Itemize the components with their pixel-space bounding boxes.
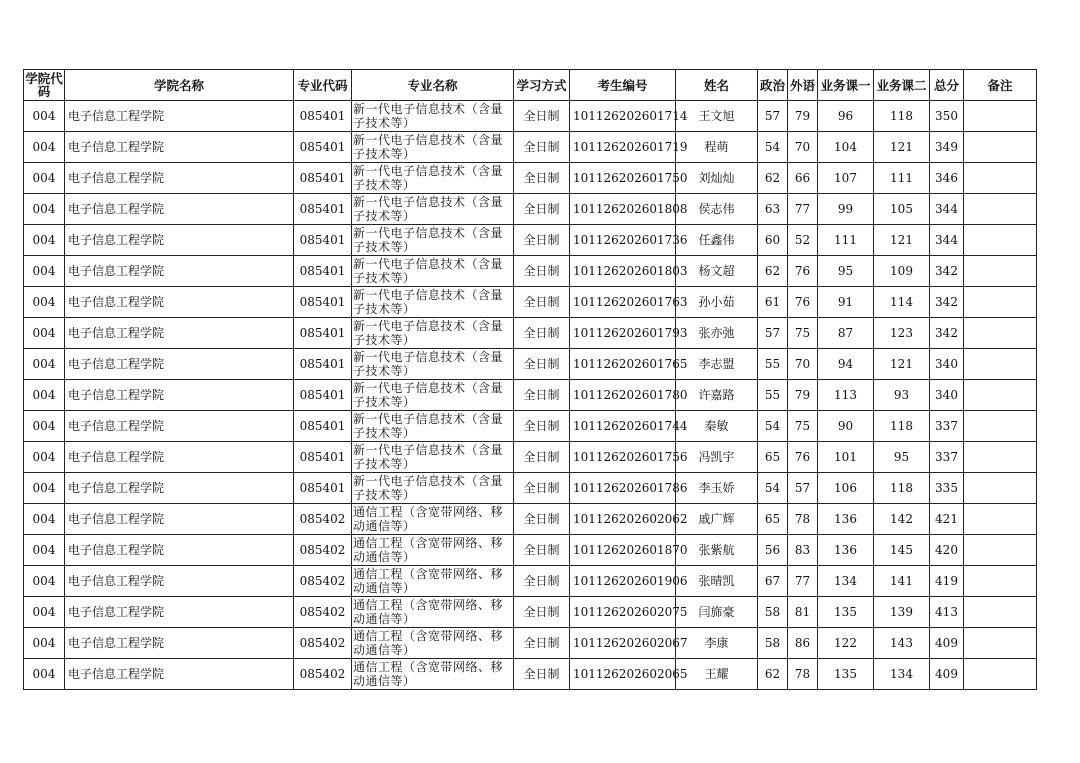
table-row [24,132,1037,163]
cell-major-code: 085401 [294,225,352,256]
cell-name: 闫旆豪 [676,597,758,628]
cell-candidate-id: 101126202601803 [570,256,676,287]
cell-major-name: 通信工程（含宽带网络、移动通信等） [352,659,514,690]
cell-college-name: 电子信息工程学院 [65,101,294,132]
cell-total: 342 [930,287,964,318]
cell-college-name: 电子信息工程学院 [65,566,294,597]
cell-major-code: 085401 [294,101,352,132]
cell-college-name: 电子信息工程学院 [65,473,294,504]
cell-college-name: 电子信息工程学院 [65,380,294,411]
header-major-name: 专业名称 [352,70,514,101]
cell-college-name: 电子信息工程学院 [65,411,294,442]
cell-subject-one: 134 [818,566,874,597]
cell-study-mode: 全日制 [514,659,570,690]
cell-major-name: 通信工程（含宽带网络、移动通信等） [352,504,514,535]
cell-major-name: 通信工程（含宽带网络、移动通信等） [352,566,514,597]
cell-total: 337 [930,411,964,442]
cell-college-name: 电子信息工程学院 [65,504,294,535]
cell-politics: 54 [758,411,788,442]
table-row [24,442,1037,473]
cell-college-code: 004 [24,380,65,411]
cell-foreign-language: 81 [788,597,818,628]
header-major-code: 专业代码 [294,70,352,101]
cell-major-name: 新一代电子信息技术（含量子技术等） [352,411,514,442]
cell-remarks [964,349,1037,380]
cell-major-name: 新一代电子信息技术（含量子技术等） [352,349,514,380]
cell-name: 张晴凯 [676,566,758,597]
header-subject-one: 业务课一 [818,70,874,101]
cell-politics: 57 [758,318,788,349]
cell-college-name: 电子信息工程学院 [65,535,294,566]
cell-total: 340 [930,380,964,411]
cell-major-code: 085402 [294,535,352,566]
cell-name: 杨文超 [676,256,758,287]
cell-total: 342 [930,256,964,287]
cell-subject-one: 101 [818,442,874,473]
cell-major-name: 新一代电子信息技术（含量子技术等） [352,256,514,287]
cell-subject-two: 118 [874,473,930,504]
header-remarks: 备注 [964,70,1037,101]
cell-subject-two: 118 [874,411,930,442]
cell-foreign-language: 77 [788,194,818,225]
cell-politics: 63 [758,194,788,225]
cell-total: 342 [930,318,964,349]
table-row [24,256,1037,287]
cell-remarks [964,318,1037,349]
cell-name: 秦敏 [676,411,758,442]
cell-politics: 54 [758,132,788,163]
table-row [24,380,1037,411]
cell-major-code: 085402 [294,659,352,690]
table-body [24,101,1037,690]
cell-candidate-id: 101126202601719 [570,132,676,163]
cell-college-name: 电子信息工程学院 [65,194,294,225]
cell-subject-one: 107 [818,163,874,194]
cell-remarks [964,225,1037,256]
table-row [24,473,1037,504]
cell-foreign-language: 86 [788,628,818,659]
table-row [24,225,1037,256]
cell-subject-one: 136 [818,504,874,535]
cell-remarks [964,194,1037,225]
table-row [24,318,1037,349]
table-row [24,349,1037,380]
cell-remarks [964,535,1037,566]
cell-major-name: 新一代电子信息技术（含量子技术等） [352,194,514,225]
cell-candidate-id: 101126202602067 [570,628,676,659]
cell-candidate-id: 101126202602065 [570,659,676,690]
header-college-name: 学院名称 [65,70,294,101]
cell-politics: 57 [758,101,788,132]
cell-major-code: 085402 [294,566,352,597]
cell-name: 任鑫伟 [676,225,758,256]
cell-study-mode: 全日制 [514,256,570,287]
cell-subject-two: 142 [874,504,930,535]
table-row [24,163,1037,194]
cell-foreign-language: 79 [788,380,818,411]
cell-remarks [964,101,1037,132]
cell-subject-two: 109 [874,256,930,287]
cell-college-name: 电子信息工程学院 [65,628,294,659]
cell-total: 340 [930,349,964,380]
cell-remarks [964,597,1037,628]
cell-college-code: 004 [24,318,65,349]
cell-subject-two: 118 [874,101,930,132]
cell-college-code: 004 [24,535,65,566]
cell-college-name: 电子信息工程学院 [65,256,294,287]
cell-remarks [964,442,1037,473]
cell-college-name: 电子信息工程学院 [65,597,294,628]
cell-major-name: 新一代电子信息技术（含量子技术等） [352,473,514,504]
cell-major-code: 085401 [294,132,352,163]
cell-politics: 62 [758,163,788,194]
cell-study-mode: 全日制 [514,194,570,225]
cell-major-name: 新一代电子信息技术（含量子技术等） [352,318,514,349]
cell-study-mode: 全日制 [514,318,570,349]
cell-name: 李志盟 [676,349,758,380]
cell-college-code: 004 [24,225,65,256]
cell-college-code: 004 [24,349,65,380]
cell-college-code: 004 [24,101,65,132]
cell-college-name: 电子信息工程学院 [65,287,294,318]
cell-major-name: 通信工程（含宽带网络、移动通信等） [352,628,514,659]
cell-major-code: 085402 [294,628,352,659]
cell-college-code: 004 [24,659,65,690]
cell-name: 戚广辉 [676,504,758,535]
cell-subject-two: 143 [874,628,930,659]
cell-major-name: 新一代电子信息技术（含量子技术等） [352,380,514,411]
cell-politics: 62 [758,659,788,690]
table-row [24,628,1037,659]
cell-total: 344 [930,225,964,256]
cell-foreign-language: 76 [788,442,818,473]
cell-politics: 58 [758,628,788,659]
cell-subject-one: 135 [818,659,874,690]
cell-subject-one: 136 [818,535,874,566]
cell-subject-one: 90 [818,411,874,442]
cell-name: 孙小茹 [676,287,758,318]
cell-major-name: 新一代电子信息技术（含量子技术等） [352,163,514,194]
cell-politics: 60 [758,225,788,256]
cell-politics: 56 [758,535,788,566]
cell-college-code: 004 [24,194,65,225]
cell-major-code: 085401 [294,194,352,225]
cell-major-code: 085401 [294,318,352,349]
table-header [24,70,1037,101]
cell-college-name: 电子信息工程学院 [65,349,294,380]
cell-college-code: 004 [24,442,65,473]
cell-subject-two: 114 [874,287,930,318]
cell-major-name: 通信工程（含宽带网络、移动通信等） [352,597,514,628]
cell-study-mode: 全日制 [514,101,570,132]
cell-total: 409 [930,628,964,659]
cell-subject-two: 95 [874,442,930,473]
cell-candidate-id: 101126202601736 [570,225,676,256]
cell-candidate-id: 101126202601780 [570,380,676,411]
table-row [24,287,1037,318]
header-study-mode: 学习方式 [514,70,570,101]
cell-subject-two: 123 [874,318,930,349]
cell-study-mode: 全日制 [514,473,570,504]
table-row [24,411,1037,442]
cell-major-name: 新一代电子信息技术（含量子技术等） [352,287,514,318]
cell-major-code: 085401 [294,411,352,442]
cell-candidate-id: 101126202601744 [570,411,676,442]
cell-study-mode: 全日制 [514,504,570,535]
cell-politics: 61 [758,287,788,318]
cell-candidate-id: 101126202601765 [570,349,676,380]
cell-candidate-id: 101126202602062 [570,504,676,535]
cell-total: 335 [930,473,964,504]
cell-study-mode: 全日制 [514,535,570,566]
cell-foreign-language: 57 [788,473,818,504]
cell-study-mode: 全日制 [514,349,570,380]
cell-study-mode: 全日制 [514,163,570,194]
cell-subject-two: 121 [874,349,930,380]
cell-foreign-language: 77 [788,566,818,597]
cell-name: 李玉娇 [676,473,758,504]
cell-politics: 55 [758,380,788,411]
cell-subject-one: 91 [818,287,874,318]
cell-foreign-language: 78 [788,659,818,690]
cell-total: 419 [930,566,964,597]
admission-list-sheet [23,69,1037,690]
admission-table [23,69,1037,690]
cell-foreign-language: 78 [788,504,818,535]
cell-study-mode: 全日制 [514,597,570,628]
cell-name: 刘灿灿 [676,163,758,194]
cell-subject-one: 96 [818,101,874,132]
cell-college-code: 004 [24,473,65,504]
cell-subject-one: 104 [818,132,874,163]
cell-subject-one: 135 [818,597,874,628]
cell-foreign-language: 83 [788,535,818,566]
cell-subject-two: 141 [874,566,930,597]
cell-major-name: 新一代电子信息技术（含量子技术等） [352,442,514,473]
cell-major-code: 085401 [294,473,352,504]
cell-candidate-id: 101126202601808 [570,194,676,225]
cell-major-code: 085402 [294,597,352,628]
cell-politics: 58 [758,597,788,628]
cell-foreign-language: 76 [788,287,818,318]
cell-candidate-id: 101126202601793 [570,318,676,349]
cell-subject-two: 134 [874,659,930,690]
cell-politics: 65 [758,504,788,535]
cell-college-code: 004 [24,287,65,318]
cell-remarks [964,411,1037,442]
cell-subject-one: 113 [818,380,874,411]
cell-total: 344 [930,194,964,225]
table-row [24,194,1037,225]
table-row [24,535,1037,566]
table-row [24,566,1037,597]
cell-subject-one: 122 [818,628,874,659]
cell-remarks [964,380,1037,411]
cell-remarks [964,566,1037,597]
cell-name: 许嘉路 [676,380,758,411]
cell-remarks [964,256,1037,287]
cell-major-code: 085401 [294,380,352,411]
cell-study-mode: 全日制 [514,380,570,411]
cell-politics: 65 [758,442,788,473]
cell-name: 张亦弛 [676,318,758,349]
cell-subject-one: 87 [818,318,874,349]
cell-foreign-language: 66 [788,163,818,194]
cell-total: 349 [930,132,964,163]
cell-subject-two: 105 [874,194,930,225]
cell-politics: 54 [758,473,788,504]
cell-subject-two: 139 [874,597,930,628]
cell-total: 413 [930,597,964,628]
cell-candidate-id: 101126202601750 [570,163,676,194]
cell-college-code: 004 [24,256,65,287]
cell-candidate-id: 101126202601870 [570,535,676,566]
cell-politics: 67 [758,566,788,597]
cell-foreign-language: 75 [788,318,818,349]
cell-college-code: 004 [24,504,65,535]
cell-foreign-language: 75 [788,411,818,442]
cell-total: 346 [930,163,964,194]
cell-study-mode: 全日制 [514,566,570,597]
cell-total: 421 [930,504,964,535]
cell-candidate-id: 101126202601906 [570,566,676,597]
header-college-code: 学院代码 [25,71,63,99]
table-row [24,659,1037,690]
cell-name: 王耀 [676,659,758,690]
table-row [24,597,1037,628]
cell-politics: 62 [758,256,788,287]
cell-foreign-language: 79 [788,101,818,132]
cell-candidate-id: 101126202601786 [570,473,676,504]
cell-subject-one: 99 [818,194,874,225]
cell-foreign-language: 76 [788,256,818,287]
cell-college-code: 004 [24,566,65,597]
cell-study-mode: 全日制 [514,442,570,473]
header-row [24,70,1037,101]
cell-name: 张紫航 [676,535,758,566]
cell-college-name: 电子信息工程学院 [65,442,294,473]
header-subject-two: 业务课二 [874,70,930,101]
cell-total: 350 [930,101,964,132]
cell-college-name: 电子信息工程学院 [65,225,294,256]
cell-remarks [964,504,1037,535]
cell-college-code: 004 [24,163,65,194]
cell-politics: 55 [758,349,788,380]
cell-major-code: 085402 [294,504,352,535]
cell-foreign-language: 70 [788,132,818,163]
cell-major-name: 新一代电子信息技术（含量子技术等） [352,225,514,256]
cell-study-mode: 全日制 [514,411,570,442]
header-name: 姓名 [676,70,758,101]
cell-name: 侯志伟 [676,194,758,225]
cell-subject-two: 111 [874,163,930,194]
cell-college-code: 004 [24,132,65,163]
cell-subject-two: 145 [874,535,930,566]
cell-foreign-language: 70 [788,349,818,380]
cell-total: 337 [930,442,964,473]
cell-major-name: 新一代电子信息技术（含量子技术等） [352,101,514,132]
cell-subject-two: 121 [874,225,930,256]
cell-major-code: 085401 [294,349,352,380]
cell-name: 冯凯宇 [676,442,758,473]
cell-remarks [964,628,1037,659]
cell-remarks [964,163,1037,194]
cell-study-mode: 全日制 [514,225,570,256]
cell-major-name: 新一代电子信息技术（含量子技术等） [352,132,514,163]
cell-remarks [964,473,1037,504]
cell-college-name: 电子信息工程学院 [65,659,294,690]
header-total: 总分 [930,70,964,101]
cell-college-name: 电子信息工程学院 [65,163,294,194]
cell-candidate-id: 101126202601714 [570,101,676,132]
cell-remarks [964,132,1037,163]
cell-study-mode: 全日制 [514,287,570,318]
cell-subject-one: 94 [818,349,874,380]
cell-candidate-id: 101126202602075 [570,597,676,628]
cell-college-code: 004 [24,597,65,628]
cell-study-mode: 全日制 [514,628,570,659]
cell-subject-one: 111 [818,225,874,256]
cell-total: 420 [930,535,964,566]
header-politics: 政治 [758,70,788,101]
cell-candidate-id: 101126202601763 [570,287,676,318]
cell-major-code: 085401 [294,163,352,194]
cell-subject-two: 93 [874,380,930,411]
table-row [24,101,1037,132]
cell-name: 王文旭 [676,101,758,132]
cell-name: 李康 [676,628,758,659]
cell-total: 409 [930,659,964,690]
cell-study-mode: 全日制 [514,132,570,163]
table-row [24,504,1037,535]
cell-college-name: 电子信息工程学院 [65,318,294,349]
header-candidate-id: 考生编号 [570,70,676,101]
cell-candidate-id: 101126202601756 [570,442,676,473]
cell-name: 程萌 [676,132,758,163]
cell-major-code: 085401 [294,442,352,473]
cell-foreign-language: 52 [788,225,818,256]
cell-subject-one: 106 [818,473,874,504]
cell-remarks [964,659,1037,690]
header-foreign-language: 外语 [788,70,818,101]
cell-remarks [964,287,1037,318]
cell-college-code: 004 [24,628,65,659]
cell-major-name: 通信工程（含宽带网络、移动通信等） [352,535,514,566]
cell-subject-one: 95 [818,256,874,287]
cell-college-code: 004 [24,411,65,442]
cell-major-code: 085401 [294,287,352,318]
cell-college-name: 电子信息工程学院 [65,132,294,163]
cell-subject-two: 121 [874,132,930,163]
cell-major-code: 085401 [294,256,352,287]
